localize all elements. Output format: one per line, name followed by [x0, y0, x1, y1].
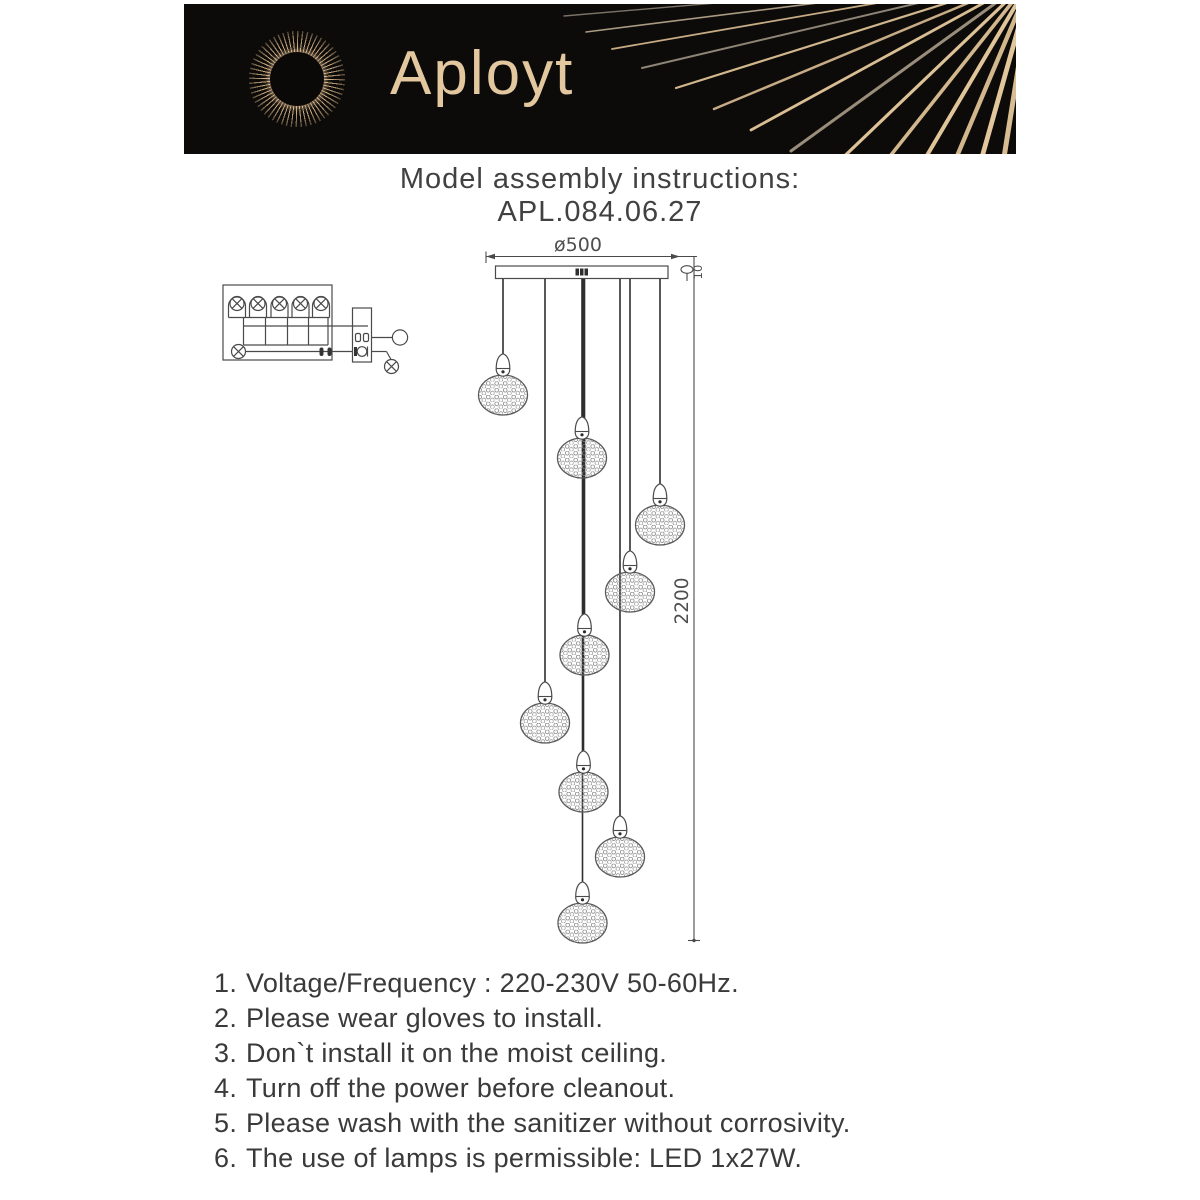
drop-height-label: 2200: [672, 577, 693, 625]
instruction-list: [214, 968, 1054, 1178]
item-text: The use of lamps is permissible: LED 1x27W.: [246, 1143, 803, 1173]
canopy-connector: [576, 269, 589, 276]
item-number: 3.: [214, 1038, 238, 1068]
pendant-ball: [636, 484, 685, 545]
item-number: 4.: [214, 1073, 238, 1103]
item-text: Please wear gloves to install.: [246, 1003, 604, 1033]
list-item: [214, 1143, 1054, 1178]
list-item: [214, 1073, 1054, 1108]
pendant-ball: [606, 551, 655, 612]
diameter-label: ø500: [554, 235, 602, 256]
starburst-logo-icon: [249, 31, 345, 127]
list-item: [214, 1108, 1054, 1143]
item-text: Turn off the power before cleanout.: [246, 1073, 676, 1103]
starburst-core: [270, 52, 324, 106]
pendant-ball: [479, 354, 528, 415]
pendant-ball: [559, 751, 608, 812]
canopy-thickness-label: 10: [691, 264, 705, 280]
lamp-symbol: [385, 360, 399, 374]
pendant-ball: [596, 816, 645, 877]
item-number: 6.: [214, 1143, 238, 1173]
wiring-diagram: [223, 285, 408, 374]
list-item: [214, 1038, 1054, 1073]
junction-symbol: [392, 330, 407, 345]
list-item: [214, 968, 1054, 1003]
pendant-ball: [558, 882, 607, 943]
item-text: Voltage/Frequency : 220-230V 50-60Hz.: [246, 968, 739, 998]
technical-drawing: [200, 235, 715, 955]
pendant-ball: [558, 417, 607, 478]
lamp-symbol: [232, 345, 246, 359]
pendant-ball: [521, 682, 570, 743]
brand-name: Aployt: [390, 39, 575, 108]
corner-rays-decoration: [546, 4, 1016, 154]
title-block: [0, 163, 1200, 229]
chandelier-drawing: [479, 235, 706, 943]
pendant-ball: [560, 614, 609, 675]
item-number: 2.: [214, 1003, 238, 1033]
page-title: Model assembly instructions:: [399, 163, 801, 195]
item-number: 1.: [214, 968, 238, 998]
list-item: [214, 1003, 1054, 1038]
brand-banner: [184, 4, 1016, 154]
item-text: Don`t install it on the moist ceiling.: [246, 1038, 668, 1068]
item-number: 5.: [214, 1108, 238, 1138]
model-number: APL.084.06.27: [497, 196, 703, 228]
item-text: Please wash with the sanitizer without corrosivity.: [246, 1108, 851, 1138]
